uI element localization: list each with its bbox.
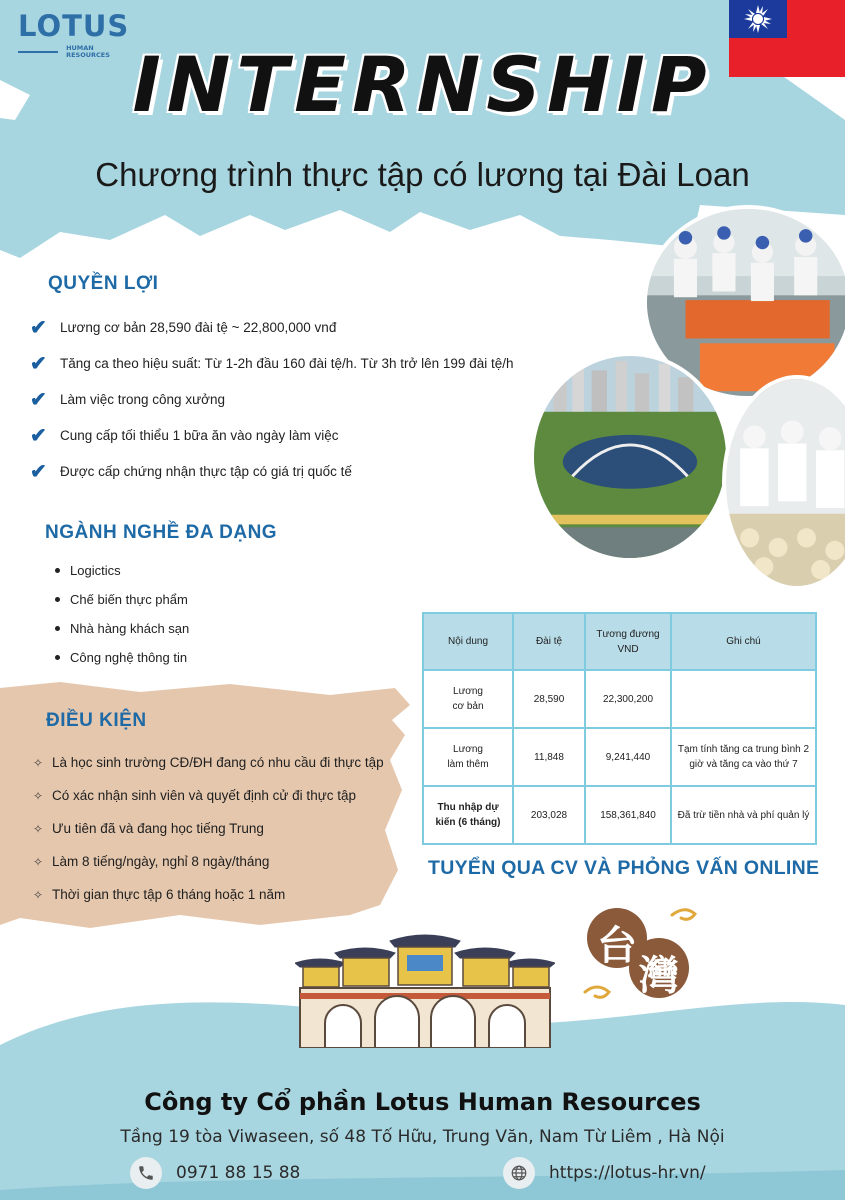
table-cell-twd: 28,590 xyxy=(513,670,585,728)
benefit-item xyxy=(30,381,550,417)
checkmark-icon: ✔ xyxy=(30,388,47,411)
condition-item xyxy=(30,746,410,779)
conditions-section xyxy=(30,710,410,911)
bullet-dot xyxy=(55,626,60,631)
condition-text: Có xác nhận sinh viên và quyết định cử đi thực tập xyxy=(52,788,357,803)
badge-char-1: 台 xyxy=(597,923,637,969)
conditions-heading: ĐIỀU KIỆN xyxy=(46,710,147,731)
page-title: INTERNSHIP xyxy=(132,40,713,129)
checkmark-icon: ✔ xyxy=(30,460,47,483)
benefit-text: Lương cơ bản 28,590 đài tệ ~ 22,800,000 vnđ xyxy=(60,319,337,335)
table-cell-note: Tạm tính tăng ca trung bình 2 giờ và tăng ca vào thứ 7 xyxy=(671,728,816,786)
table-cell-note xyxy=(671,670,816,728)
badge-char-2: 灣 xyxy=(639,953,679,999)
logo-sub-line2: RESOURCES xyxy=(66,51,110,59)
bullet-dot xyxy=(55,568,60,573)
table-row xyxy=(423,670,816,728)
sparkle-icon: ✧ xyxy=(32,854,44,869)
table-cell-label xyxy=(423,728,513,786)
condition-text: Là học sinh trường CĐ/ĐH đang có nhu cầu đi thực tập xyxy=(52,755,384,770)
career-text: Chế biến thực phẩm xyxy=(70,592,188,607)
globe-icon xyxy=(503,1157,535,1189)
table-row xyxy=(423,728,816,786)
career-text: Công nghệ thông tin xyxy=(70,650,188,665)
checkmark-icon: ✔ xyxy=(30,316,47,339)
table-header-row xyxy=(423,613,816,670)
benefit-text: Được cấp chứng nhận thực tập có giá trị quốc tế xyxy=(60,463,352,479)
label-line: làm thêm xyxy=(447,759,489,770)
table-cell-twd: 11,848 xyxy=(513,728,585,786)
table-cell-vnd: 158,361,840 xyxy=(585,786,671,844)
benefits-heading: QUYỀN LỢI xyxy=(48,273,159,294)
condition-item xyxy=(30,779,410,812)
taiwan-badge-icon xyxy=(577,900,702,1010)
flag-canton xyxy=(729,0,787,38)
career-item xyxy=(45,614,345,643)
company-name: Công ty Cổ phần Lotus Human Resources xyxy=(144,1088,701,1116)
logo-sub-line1: HUMAN xyxy=(66,44,94,52)
phone-contact[interactable] xyxy=(130,1157,300,1189)
table-row xyxy=(423,786,816,844)
table-cell-vnd: 9,241,440 xyxy=(585,728,671,786)
label-line: kiến (6 tháng) xyxy=(435,817,501,828)
sun-icon xyxy=(743,4,773,34)
logo-word: LOTUS xyxy=(18,9,130,43)
table-cell-label xyxy=(423,670,513,728)
table-cell-vnd: 22,300,200 xyxy=(585,670,671,728)
careers-heading: NGÀNH NGHỀ ĐA DẠNG xyxy=(45,522,278,543)
benefit-item xyxy=(30,345,550,381)
benefit-text: Làm việc trong công xưởng xyxy=(60,391,225,407)
salary-table xyxy=(422,612,817,845)
career-item xyxy=(45,643,345,672)
careers-section xyxy=(45,522,345,672)
career-text: Nhà hàng khách sạn xyxy=(70,621,190,636)
table-cell-note: Đã trừ tiền nhà và phí quản lý xyxy=(671,786,816,844)
phone-number[interactable]: 0971 88 15 88 xyxy=(176,1163,301,1183)
checkmark-icon: ✔ xyxy=(30,424,47,447)
table-header: Tương đương VND xyxy=(585,613,671,670)
page-subtitle: Chương trình thực tập có lương tại Đài Loan xyxy=(95,156,750,193)
website-contact[interactable] xyxy=(503,1157,706,1189)
label-line: Lương xyxy=(453,686,483,697)
bullet-dot xyxy=(55,655,60,660)
temple-gate-icon xyxy=(295,933,555,1048)
career-item xyxy=(45,556,345,585)
benefit-text: Tăng ca theo hiệu suất: Từ 1-2h đầu 160 đài tệ/h. Từ 3h trở lên 199 đài tệ/h xyxy=(60,355,514,371)
table-cell-label xyxy=(423,786,513,844)
condition-text: Thời gian thực tập 6 tháng hoặc 1 năm xyxy=(52,887,286,902)
table-header: Đài tệ xyxy=(513,613,585,670)
company-address: Tầng 19 tòa Viwaseen, số 48 Tố Hữu, Trung Văn, Nam Từ Liêm , Hà Nội xyxy=(120,1127,725,1147)
recruitment-heading: TUYỂN QUA CV VÀ PHỎNG VẤN ONLINE xyxy=(428,857,820,879)
benefit-item xyxy=(30,417,550,453)
condition-text: Ưu tiên đã và đang học tiếng Trung xyxy=(52,821,264,836)
table-header: Nội dung xyxy=(423,613,513,670)
career-item xyxy=(45,585,345,614)
label-line: Lương xyxy=(453,744,483,755)
table-header: Ghi chú xyxy=(671,613,816,670)
condition-item xyxy=(30,812,410,845)
benefit-item xyxy=(30,309,550,345)
label-line: Thu nhập dự xyxy=(437,802,499,813)
city-park-photo xyxy=(530,352,730,562)
benefits-section xyxy=(30,273,550,489)
sparkle-icon: ✧ xyxy=(32,755,44,770)
benefit-item xyxy=(30,453,550,489)
sparkle-icon: ✧ xyxy=(32,821,44,836)
checkmark-icon: ✔ xyxy=(30,352,47,375)
bullet-dot xyxy=(55,597,60,602)
career-text: Logictics xyxy=(70,563,121,578)
condition-text: Làm 8 tiếng/ngày, nghỉ 8 ngày/tháng xyxy=(52,854,270,869)
website-link[interactable]: https://lotus-hr.vn/ xyxy=(549,1163,706,1183)
label-line: cơ bản xyxy=(452,701,484,712)
condition-item xyxy=(30,878,410,911)
sparkle-icon: ✧ xyxy=(32,887,44,902)
phone-icon xyxy=(130,1157,162,1189)
table-cell-twd: 203,028 xyxy=(513,786,585,844)
sparkle-icon: ✧ xyxy=(32,788,44,803)
benefit-text: Cung cấp tối thiểu 1 bữa ăn vào ngày làm việc xyxy=(60,427,339,443)
condition-item xyxy=(30,845,410,878)
